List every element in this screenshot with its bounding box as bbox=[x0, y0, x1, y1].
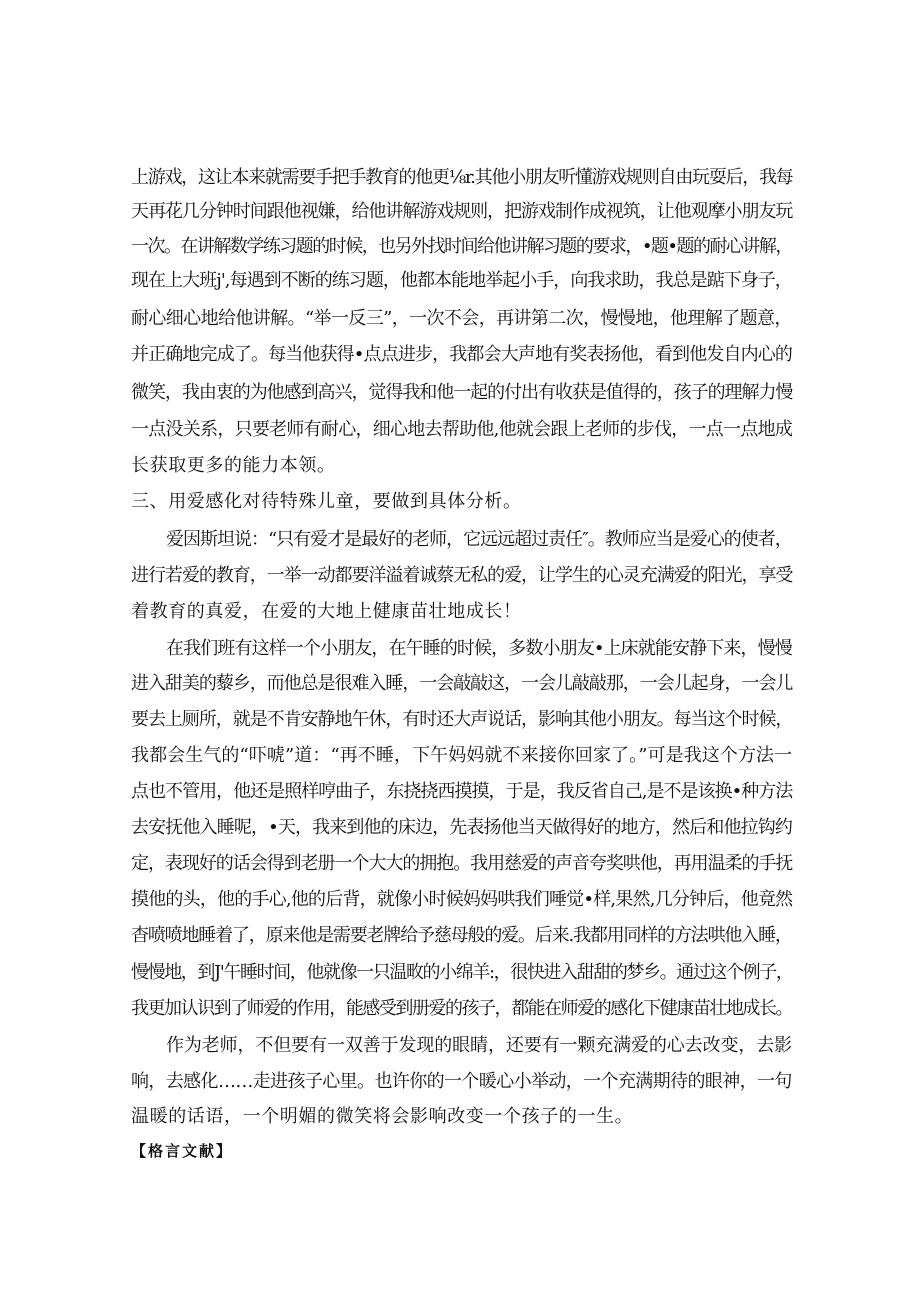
paragraph-2-line: 进行若爱的教育，一举一动都要洋溢着诚蔡无私的爱，让学生的心灵充满爱的阳光，享受 bbox=[131, 565, 793, 586]
paragraph-3-line: 摸他的头，他的手心,他的后背，就像小时候妈妈哄我们唾觉•样,果然,几分钟后，他竟然 bbox=[131, 889, 793, 910]
paragraph-3-line: 要去上厕所，就是不肯安静地午休，有时还大声说话，影响其他小朋友。每当这个时候， bbox=[131, 709, 793, 730]
paragraph-1-line: 长获取更多的能力本领。 bbox=[131, 455, 336, 476]
paragraph-3-line: 去安抚他入睡呢，•天，我来到他的床边，先表扬他当天做得好的地方，然后和他拉钩约 bbox=[131, 817, 793, 838]
paragraph-1-line: 并正确地完成了。每当他获得•点点进步，我都会大声地有奖表扬他，看到他发自内心的 bbox=[131, 344, 793, 365]
paragraph-3-line: 点也不管用，他还是照样哼曲子，东挠挠西摸摸，于是，我反省自己,是不是该换•种方法 bbox=[131, 781, 793, 802]
paragraph-3-line: 在我们班有这样一个小朋友，在午睡的时候，多数小朋友•上床就能安静下来，慢慢 bbox=[166, 638, 792, 659]
paragraph-1-line: 上游戏，这让本来就需要手把手教育的他更⅛r.其他小朋友听懂游戏规则自由玩耍后，我每 bbox=[131, 167, 793, 188]
paragraph-4-line: 温暖的话语，一个明媚的微笑将会影响改变一个孩子的一生。 bbox=[131, 1106, 634, 1127]
paragraph-1-line: 微笑，我由衷的为他感到高兴，觉得我和他一起的付出有收获是值得的，孩子的理解力慢 bbox=[131, 382, 793, 403]
paragraph-2-line: 爱因斯坦说：“只有爱才是最好的老师，它远远超过责任″。教师应当是爱心的使者， bbox=[166, 529, 792, 550]
paragraph-3-line: 我更加认识到了师爱的作用，能感受到册爱的孩子，都能在师爱的感化下健康苗壮地成长。 bbox=[131, 998, 792, 1019]
paragraph-3-line: 杳喷喷地睡着了，原来他是需要老牌给予慈母般的爱。后来.我都用同样的方法哄他入睡， bbox=[131, 925, 792, 946]
section-heading: 三、用爱感化对待特殊儿童，要做到具体分析。 bbox=[131, 491, 522, 512]
paragraph-3-line: 进入甜美的藜乡，而他总是很难入睡，一会敲敲这，一会儿敲敲那，一会儿起身，一会儿 bbox=[131, 673, 793, 694]
paragraph-4-line: 作为老师，不但要有一双善于发现的眼睛，还要有一颗充满爱的心去改变，去影 bbox=[166, 1035, 792, 1056]
paragraph-2-line: 着教育的真爱，在爱的大地上健康苗壮地成长！ bbox=[131, 601, 522, 622]
paragraph-3-line: 慢慢地，到J'午睡时间，他就像一只温畋的小绵羊:，很快进入甜甜的梦乡。通过这个例子， bbox=[131, 962, 793, 983]
paragraph-1-line: 天再花几分钟时间跟他视嫌，给他讲解游戏规则，把游戏制作成视筑，让他观摩小朋友玩 bbox=[131, 201, 793, 222]
paragraph-3-line: 我都会生气的“吓唬”道：“再不睡，下午妈妈就不来接你回家了。”可是我这个方法一 bbox=[131, 745, 793, 766]
paragraph-1-line: 一次。在讲解数学练习题的时候，也另外找时间给他讲解习题的要求，•题•题的耐心讲解， bbox=[131, 236, 792, 257]
paragraph-4-line: 响，去感化……走进孩子心里。也许你的一个暖心小举动，一个充满期待的眼神，一句 bbox=[131, 1071, 792, 1092]
reference-heading: 【格言文献】 bbox=[131, 1142, 234, 1160]
paragraph-3-line: 定，表现好的话会得到老册一个大大的拥抱。我用慈爱的声音夸奖哄他，再用温柔的手抚 bbox=[131, 853, 793, 874]
paragraph-1-line: 现在上大班j',每遇到不断的练习题，他都本能地举起小手，向我求助，我总是踮下身子， bbox=[131, 270, 792, 291]
paragraph-1-line: 耐心细心地给他讲解。“举一反三”，一次不会，再讲第二次，慢慢地，他理解了题意， bbox=[131, 308, 792, 329]
paragraph-1-line: 一点没关系，只要老师有耐心，细心地去帮助他,他就会跟上老师的步伐，一点一点地成 bbox=[131, 419, 793, 440]
